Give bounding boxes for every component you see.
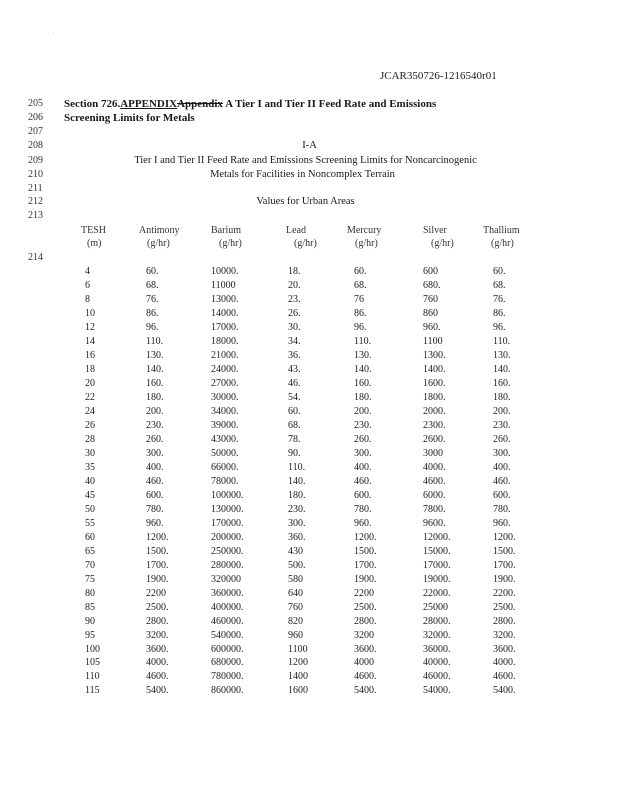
table-cell: 1200. xyxy=(493,531,516,543)
table-cell: 1700. xyxy=(146,559,169,571)
table-cell: 300. xyxy=(493,447,511,459)
column-unit: (g/hr) xyxy=(147,238,170,249)
table-cell: 460. xyxy=(354,475,372,487)
table-cell: 4600. xyxy=(493,671,516,683)
table-cell: 2500. xyxy=(493,601,516,613)
table-cell: 3000 xyxy=(423,447,443,459)
table-cell: 66000. xyxy=(211,461,239,473)
table-cell: 1100 xyxy=(288,643,308,655)
column-header-barium: Barium xyxy=(211,225,241,236)
table-cell: 68. xyxy=(354,280,367,291)
table-cell: 460000. xyxy=(211,615,244,627)
table-cell: 960 xyxy=(288,629,303,641)
tesh-value: 75 xyxy=(85,573,95,585)
table-cell: 78000. xyxy=(211,475,239,487)
tesh-value: 55 xyxy=(85,517,95,529)
table-cell: 460. xyxy=(146,475,164,487)
table-title-line1: Tier I and Tier II Feed Rate and Emissions Screening Limits for Noncarcinogenic xyxy=(134,155,477,166)
table-cell: 180. xyxy=(146,391,164,403)
table-cell: 360000. xyxy=(211,587,244,599)
tesh-value: 14 xyxy=(85,335,95,347)
table-cell: 600. xyxy=(146,489,164,501)
table-cell: 110. xyxy=(146,335,164,347)
table-cell: 460. xyxy=(493,475,511,487)
table-cell: 2800. xyxy=(146,615,169,627)
table-cell: 12000. xyxy=(423,531,451,543)
tesh-value: 45 xyxy=(85,489,95,501)
tesh-value: 70 xyxy=(85,559,95,571)
table-cell: 860000. xyxy=(211,685,244,697)
table-cell: 1500. xyxy=(354,545,377,557)
table-cell: 1700. xyxy=(354,559,377,571)
table-cell: 100000. xyxy=(211,489,244,501)
table-cell: 680000. xyxy=(211,657,244,669)
table-cell: 300. xyxy=(288,517,306,529)
table-cell: 9600. xyxy=(423,517,446,529)
table-cell: 2200. xyxy=(493,587,516,599)
table-cell: 130. xyxy=(354,349,372,361)
section-title-line1 xyxy=(64,98,436,110)
tesh-value: 16 xyxy=(85,349,95,361)
table-cell: 820 xyxy=(288,615,303,627)
table-number: I-A xyxy=(302,140,317,151)
table-cell: 3600. xyxy=(493,643,516,655)
tesh-value: 50 xyxy=(85,503,95,515)
table-cell: 400000. xyxy=(211,601,244,613)
table-cell: 780. xyxy=(146,503,164,515)
table-cell: 860 xyxy=(423,307,438,319)
table-cell: 140. xyxy=(146,363,164,375)
tesh-value: 26 xyxy=(85,419,95,431)
table-cell: 17000. xyxy=(423,559,451,571)
table-cell: 2200 xyxy=(354,587,374,599)
table-cell: 230. xyxy=(146,419,164,431)
tesh-value: 35 xyxy=(85,461,95,473)
table-cell: 170000. xyxy=(211,517,244,529)
table-cell: 76. xyxy=(146,294,159,305)
table-cell: 1500. xyxy=(493,545,516,557)
table-cell: 160. xyxy=(354,377,372,389)
table-cell: 27000. xyxy=(211,377,239,389)
line-number: 207 xyxy=(28,126,43,137)
table-cell: 260. xyxy=(493,433,511,445)
table-cell: 180. xyxy=(354,391,372,403)
table-cell: 110. xyxy=(288,461,306,473)
tesh-value: 90 xyxy=(85,615,95,627)
table-cell: 600. xyxy=(354,489,372,501)
table-cell: 400. xyxy=(146,461,164,473)
table-cell: 500. xyxy=(288,559,306,571)
table-cell: 2500. xyxy=(354,601,377,613)
tesh-value: 105 xyxy=(85,657,100,669)
table-cell: 1200. xyxy=(146,531,169,543)
table-cell: 68. xyxy=(146,280,159,291)
line-number: 208 xyxy=(28,140,43,151)
table-cell: 18000. xyxy=(211,335,239,347)
table-cell: 28000. xyxy=(423,615,451,627)
table-cell: 5400. xyxy=(146,685,169,697)
table-cell: 14000. xyxy=(211,307,239,319)
table-cell: 600. xyxy=(493,489,511,501)
column-unit: (g/hr) xyxy=(219,238,242,249)
tesh-value: 100 xyxy=(85,643,100,655)
table-subtitle: Values for Urban Areas xyxy=(256,196,355,207)
tesh-value: 18 xyxy=(85,363,95,375)
table-cell: 780. xyxy=(493,503,511,515)
table-cell: 140. xyxy=(288,475,306,487)
column-header-tesh: TESH xyxy=(81,225,106,236)
table-cell: 18. xyxy=(288,266,301,277)
table-cell: 15000. xyxy=(423,545,451,557)
table-cell: 1900. xyxy=(354,573,377,585)
table-cell: 86. xyxy=(354,307,367,319)
table-cell: 200. xyxy=(354,405,372,417)
table-cell: 17000. xyxy=(211,321,239,333)
table-cell: 180. xyxy=(493,391,511,403)
table-cell: 96. xyxy=(493,321,506,333)
line-number: 213 xyxy=(28,210,43,221)
tesh-value: 12 xyxy=(85,321,95,333)
table-cell: 46000. xyxy=(423,671,451,683)
line-number: 206 xyxy=(28,112,43,123)
table-cell: 110. xyxy=(493,335,511,347)
table-cell: 20. xyxy=(288,280,301,291)
table-cell: 140. xyxy=(354,363,372,375)
table-cell: 54. xyxy=(288,391,301,403)
tesh-value: 22 xyxy=(85,391,95,403)
table-cell: 1200 xyxy=(288,657,308,669)
tesh-value: 28 xyxy=(85,433,95,445)
table-cell: 540000. xyxy=(211,629,244,641)
table-cell: 430 xyxy=(288,545,303,557)
table-cell: 760 xyxy=(288,601,303,613)
column-unit: (m) xyxy=(87,238,102,249)
table-cell: 1200. xyxy=(354,531,377,543)
table-cell: 160. xyxy=(146,377,164,389)
column-header-antimony: Antimony xyxy=(139,225,180,236)
table-cell: 5400. xyxy=(354,685,377,697)
table-cell: 1400 xyxy=(288,671,308,683)
table-cell: 34. xyxy=(288,335,301,347)
table-cell: 4000 xyxy=(354,657,374,669)
table-cell: 86. xyxy=(146,307,159,319)
table-cell: 25000 xyxy=(423,601,448,613)
table-cell: 1300. xyxy=(423,349,446,361)
table-cell: 2200 xyxy=(146,587,166,599)
table-cell: 21000. xyxy=(211,349,239,361)
table-cell: 1600. xyxy=(423,377,446,389)
table-cell: 4000. xyxy=(493,657,516,669)
table-cell: 180. xyxy=(288,489,306,501)
table-cell: 300. xyxy=(146,447,164,459)
table-cell: 96. xyxy=(354,321,367,333)
table-cell: 30. xyxy=(288,321,301,333)
table-cell: 360. xyxy=(288,531,306,543)
table-cell: 76. xyxy=(493,294,506,305)
table-cell: 60. xyxy=(493,266,506,277)
table-cell: 40000. xyxy=(423,657,451,669)
table-cell: 130000. xyxy=(211,503,244,515)
table-cell: 4000. xyxy=(423,461,446,473)
table-cell: 22000. xyxy=(423,587,451,599)
table-cell: 36. xyxy=(288,349,301,361)
tesh-value: 95 xyxy=(85,629,95,641)
table-cell: 960. xyxy=(493,517,511,529)
table-cell: 110. xyxy=(354,335,372,347)
tesh-value: 10 xyxy=(85,307,95,319)
table-cell: 580 xyxy=(288,573,303,585)
table-cell: 3200. xyxy=(493,629,516,641)
tesh-value: 4 xyxy=(85,266,90,277)
table-cell: 2000. xyxy=(423,405,446,417)
table-cell: 1700. xyxy=(493,559,516,571)
table-cell: 960. xyxy=(146,517,164,529)
table-cell: 600 xyxy=(423,266,438,277)
table-cell: 260. xyxy=(354,433,372,445)
table-cell: 11000 xyxy=(211,280,236,291)
table-cell: 54000. xyxy=(423,685,451,697)
table-cell: 680. xyxy=(423,280,441,291)
column-header-thallium: Thallium xyxy=(483,225,520,236)
table-cell: 43000. xyxy=(211,433,239,445)
table-cell: 260. xyxy=(146,433,164,445)
table-cell: 78. xyxy=(288,433,301,445)
table-cell: 68. xyxy=(288,419,301,431)
line-number: 205 xyxy=(28,98,43,109)
section-title-rest: A Tier I and Tier II Feed Rate and Emissions xyxy=(222,98,437,110)
table-cell: 960. xyxy=(354,517,372,529)
table-cell: 780000. xyxy=(211,671,244,683)
table-cell: 1500. xyxy=(146,545,169,557)
table-cell: 230. xyxy=(354,419,372,431)
table-cell: 32000. xyxy=(423,629,451,641)
table-cell: 200. xyxy=(146,405,164,417)
table-cell: 4600. xyxy=(423,475,446,487)
table-cell: 960. xyxy=(423,321,441,333)
table-cell: 50000. xyxy=(211,447,239,459)
table-cell: 19000. xyxy=(423,573,451,585)
table-cell: 320000 xyxy=(211,573,241,585)
table-cell: 23. xyxy=(288,294,301,305)
table-cell: 600000. xyxy=(211,643,244,655)
table-cell: 68. xyxy=(493,280,506,291)
table-cell: 2600. xyxy=(423,433,446,445)
tesh-value: 85 xyxy=(85,601,95,613)
table-cell: 200. xyxy=(493,405,511,417)
table-cell: 1600 xyxy=(288,685,308,697)
tesh-value: 60 xyxy=(85,531,95,543)
table-cell: 640 xyxy=(288,587,303,599)
table-cell: 34000. xyxy=(211,405,239,417)
table-cell: 10000. xyxy=(211,266,239,277)
table-cell: 3600. xyxy=(354,643,377,655)
table-cell: 36000. xyxy=(423,643,451,655)
table-cell: 60. xyxy=(354,266,367,277)
line-number: 211 xyxy=(28,183,43,194)
table-cell: 90. xyxy=(288,447,301,459)
table-cell: 24000. xyxy=(211,363,239,375)
table-cell: 7800. xyxy=(423,503,446,515)
table-cell: 76 xyxy=(354,294,364,305)
table-cell: 39000. xyxy=(211,419,239,431)
table-cell: 60. xyxy=(146,266,159,277)
table-cell: 4600. xyxy=(146,671,169,683)
table-cell: 86. xyxy=(493,307,506,319)
table-cell: 2300. xyxy=(423,419,446,431)
table-cell: 46. xyxy=(288,377,301,389)
table-cell: 6000. xyxy=(423,489,446,501)
column-unit: (g/hr) xyxy=(431,238,454,249)
table-cell: 400. xyxy=(493,461,511,473)
table-cell: 13000. xyxy=(211,294,239,305)
column-header-lead: Lead xyxy=(286,225,306,236)
appendix-deleted: Appendix xyxy=(177,98,223,110)
table-title-line2: Metals for Facilities in Noncomplex Terrain xyxy=(210,169,395,180)
section-title-line2: Screening Limits for Metals xyxy=(64,112,195,124)
table-cell: 4600. xyxy=(354,671,377,683)
tesh-value: 40 xyxy=(85,475,95,487)
section-prefix: Section 726. xyxy=(64,98,121,110)
table-cell: 300. xyxy=(354,447,372,459)
table-cell: 1400. xyxy=(423,363,446,375)
table-cell: 400. xyxy=(354,461,372,473)
line-number: 214 xyxy=(28,252,43,263)
table-cell: 200000. xyxy=(211,531,244,543)
table-cell: 2500. xyxy=(146,601,169,613)
table-cell: 5400. xyxy=(493,685,516,697)
table-cell: 96. xyxy=(146,321,159,333)
table-cell: 3200 xyxy=(354,629,374,641)
table-cell: 280000. xyxy=(211,559,244,571)
tesh-value: 65 xyxy=(85,545,95,557)
line-number: 212 xyxy=(28,196,43,207)
table-cell: 60. xyxy=(288,405,301,417)
table-cell: 1900. xyxy=(146,573,169,585)
table-cell: 230. xyxy=(493,419,511,431)
tesh-value: 110 xyxy=(85,671,100,683)
table-cell: 2800. xyxy=(493,615,516,627)
table-cell: 1900. xyxy=(493,573,516,585)
tesh-value: 80 xyxy=(85,587,95,599)
column-unit: (g/hr) xyxy=(491,238,514,249)
table-cell: 250000. xyxy=(211,545,244,557)
table-cell: 3600. xyxy=(146,643,169,655)
table-cell: 30000. xyxy=(211,391,239,403)
table-cell: 780. xyxy=(354,503,372,515)
tesh-value: 30 xyxy=(85,447,95,459)
table-cell: 2800. xyxy=(354,615,377,627)
column-header-silver: Silver xyxy=(423,225,447,236)
tesh-value: 8 xyxy=(85,294,90,305)
table-cell: 3200. xyxy=(146,629,169,641)
tesh-value: 115 xyxy=(85,685,100,697)
table-cell: 230. xyxy=(288,503,306,515)
table-cell: 1800. xyxy=(423,391,446,403)
table-cell: 140. xyxy=(493,363,511,375)
tesh-value: 6 xyxy=(85,280,90,291)
speck: . xyxy=(53,30,55,36)
document-id: JCAR350726-1216540r01 xyxy=(380,70,497,82)
line-number: 210 xyxy=(28,169,43,180)
table-cell: 130. xyxy=(493,349,511,361)
line-number: 209 xyxy=(28,155,43,166)
table-cell: 43. xyxy=(288,363,301,375)
appendix-inserted: APPENDIX xyxy=(120,98,178,110)
column-unit: (g/hr) xyxy=(355,238,378,249)
table-cell: 130. xyxy=(146,349,164,361)
tesh-value: 24 xyxy=(85,405,95,417)
table-cell: 4000. xyxy=(146,657,169,669)
column-header-mercury: Mercury xyxy=(347,225,382,236)
table-cell: 760 xyxy=(423,294,438,305)
column-unit: (g/hr) xyxy=(294,238,317,249)
table-cell: 1100 xyxy=(423,335,443,347)
table-cell: 160. xyxy=(493,377,511,389)
table-cell: 26. xyxy=(288,307,301,319)
tesh-value: 20 xyxy=(85,377,95,389)
